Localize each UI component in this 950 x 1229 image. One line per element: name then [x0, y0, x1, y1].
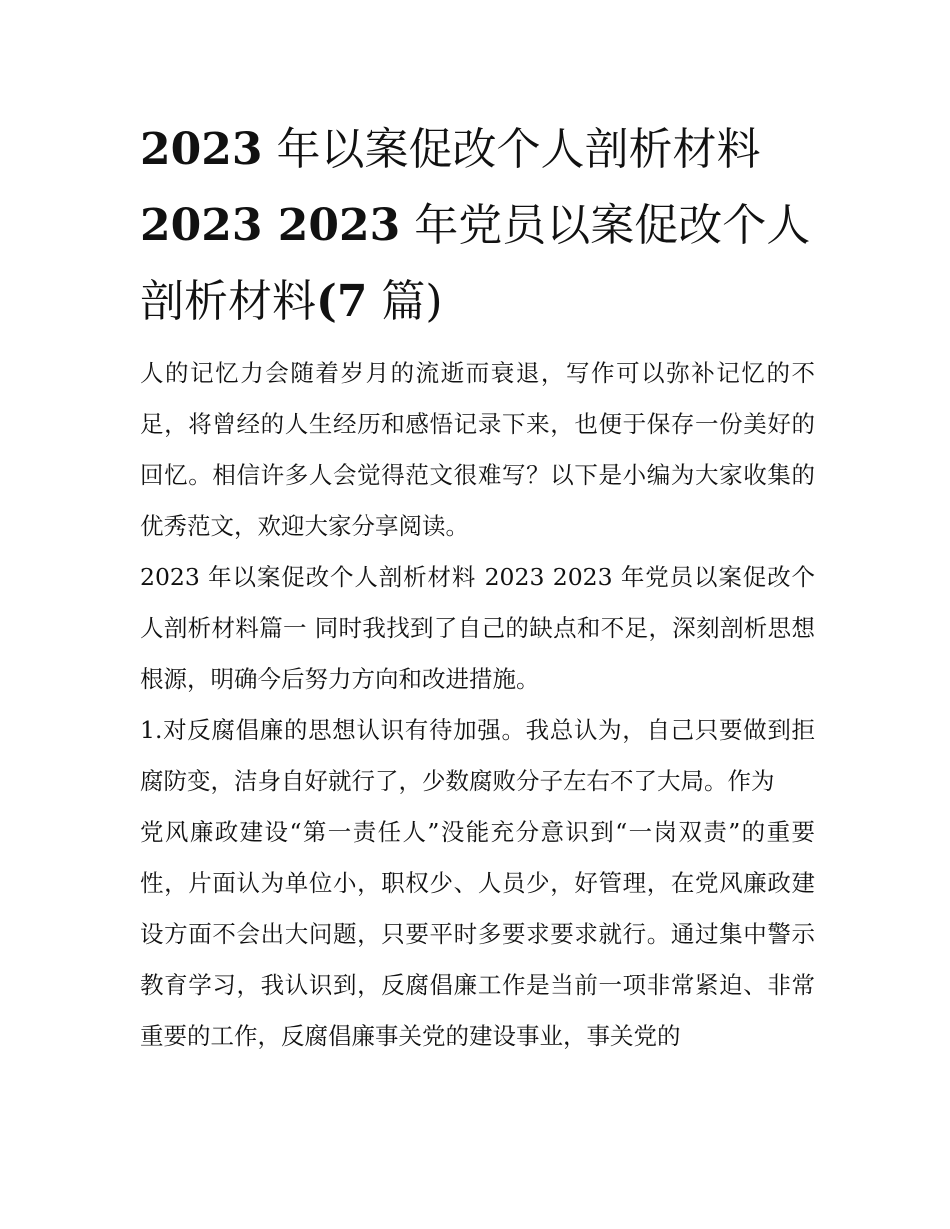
- body-paragraph: 党风廉政建设“第一责任人”没能充分意识到“一岗双责”的重要性，片面认为单位小，职权少、人员少，好管理，在党风廉政建设方面不会出大问题，只要平时多要求要求就行。通过集中警示教育学习，我认识到，反腐倡廉工作是当前一项非常紧迫、非常重要的工作，反腐倡廉事关党的建设事业，事关党的: [140, 818, 815, 1050]
- document-body: [140, 112, 815, 1062]
- intro-paragraph: 人的记忆力会随着岁月的流逝而衰退，写作可以弥补记忆的不足，将曾经的人生经历和感悟记录下来，也便于保存一份美好的回忆。相信许多人会觉得范文很难写？以下是小编为大家收集的优秀范文，欢迎大家分享阅读。: [140, 359, 815, 540]
- document-title: [140, 112, 815, 340]
- title-year-repeat: 2023 2023: [140, 200, 401, 251]
- point-one-paragraph: 1.对反腐倡廉的思想认识有待加强。我总认为，自己只要做到拒腐防变，洁身自好就行了，少数腐败分子左右不了大局。作为: [140, 716, 815, 795]
- title-text-continued: 年党员以案促改个人剖析材料: [140, 200, 811, 327]
- title-year: 2023: [140, 124, 263, 175]
- title-count-suffix: 篇): [367, 276, 443, 327]
- title-text: 年以案促改个人剖析材料: [262, 124, 761, 175]
- section-heading-paragraph: 2023 年以案促改个人剖析材料 2023 2023 年党员以案促改个人剖析材料篇一 同时我找到了自己的缺点和不足，深刻剖析思想根源，明确今后努力方向和改进措施。: [140, 563, 815, 693]
- title-count: (7: [316, 276, 368, 327]
